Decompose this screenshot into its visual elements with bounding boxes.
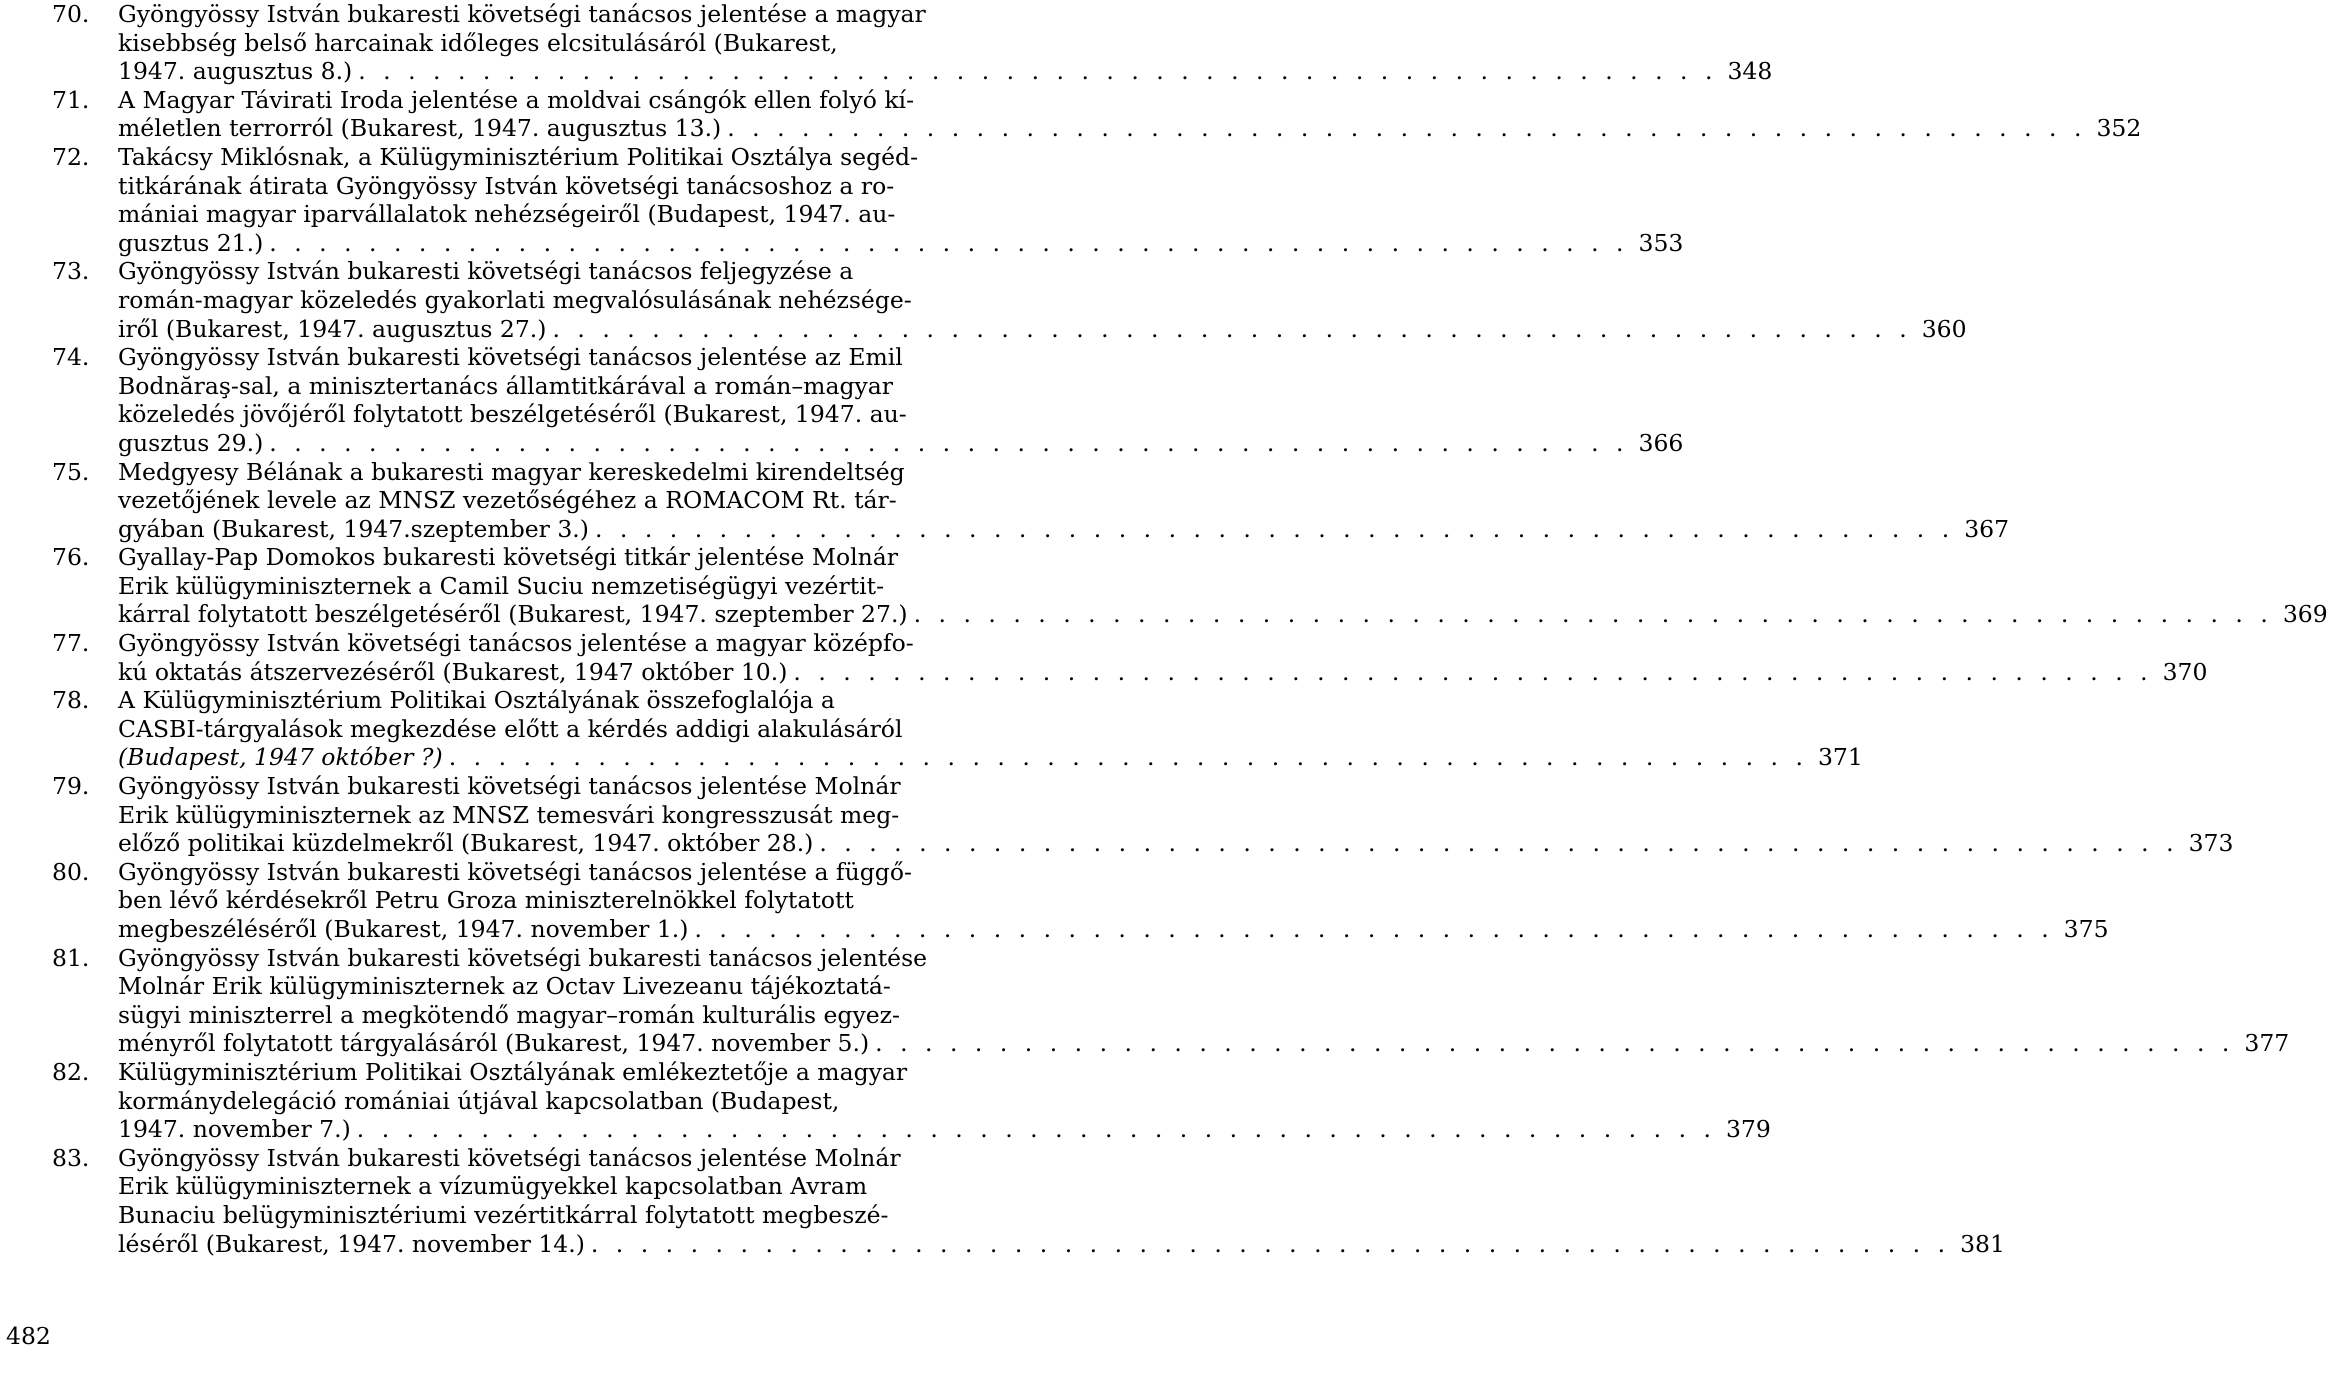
entry-line bbox=[52, 600, 2328, 629]
entry-number: 79. bbox=[52, 772, 90, 801]
entry-text: Takácsy Miklósnak, a Külügyminisztérium Politikai Osztálya segéd- bbox=[118, 142, 919, 171]
entry-page: 360 bbox=[1921, 314, 1967, 343]
toc-entry bbox=[52, 629, 2208, 686]
entry-text: kisebbség belső harcainak időleges elcsitulásáról (Bukarest, bbox=[118, 28, 838, 57]
dot-leader bbox=[869, 1029, 2234, 1058]
dot-leader bbox=[443, 743, 1808, 772]
dot-leader bbox=[351, 1115, 1716, 1144]
entry-line bbox=[52, 514, 2010, 544]
dot-leader bbox=[352, 57, 1717, 86]
entry-line bbox=[52, 0, 926, 29]
entry-text: Gyöngyössy István bukaresti követségi tanácsos feljegyzése a bbox=[118, 257, 854, 286]
entry-line bbox=[52, 428, 1684, 458]
toc-entry bbox=[52, 686, 1863, 772]
entry-text: Gyöngyössy István bukaresti követségi tanácsos jelentése Molnár bbox=[118, 772, 901, 801]
entry-line bbox=[52, 85, 915, 115]
entry-number: 82. bbox=[52, 1057, 90, 1086]
entry-line bbox=[52, 886, 892, 915]
entry-line bbox=[52, 657, 2208, 687]
table-of-contents bbox=[52, 0, 2328, 1258]
entry-line bbox=[52, 915, 2109, 944]
entry-text: megbeszéléséről (Bukarest, 1947. november 1.) bbox=[118, 915, 689, 943]
entry-line bbox=[52, 228, 1684, 258]
entry-line bbox=[52, 543, 899, 572]
entry-text: Külügyminisztérium Politikai Osztályának emlékeztetője a magyar bbox=[118, 1057, 908, 1086]
entry-line bbox=[52, 285, 912, 315]
toc-entry bbox=[52, 1143, 2005, 1258]
entry-page: 370 bbox=[2162, 657, 2208, 686]
entry-line bbox=[52, 29, 892, 58]
entry-text: Erik külügyminiszternek az MNSZ temesvári kongresszusát meg- bbox=[118, 800, 900, 829]
entry-line bbox=[52, 457, 905, 487]
toc-entry bbox=[52, 943, 2290, 1058]
entry-number: 74. bbox=[52, 343, 90, 372]
dot-leader bbox=[721, 114, 2086, 143]
toc-entry bbox=[52, 543, 2328, 629]
entry-text: Molnár Erik külügyminiszternek az Octav Livezeanu tájékoztatá- bbox=[118, 972, 891, 1001]
entry-text: gusztus 21.) bbox=[118, 228, 264, 257]
entry-text: ményről folytatott tárgyalásáról (Bukarest, 1947. november 5.) bbox=[118, 1029, 870, 1058]
entry-line bbox=[52, 1029, 2290, 1058]
entry-text: Erik külügyminiszternek a Camil Suciu nemzetiségügyi vezértit- bbox=[118, 571, 885, 600]
entry-text: Gyöngyössy István bukaresti követségi tanácsos jelentése a függő- bbox=[118, 857, 912, 886]
entry-page: 381 bbox=[1960, 1229, 2005, 1258]
entry-page: 371 bbox=[1817, 743, 1863, 772]
entry-line bbox=[52, 114, 2142, 143]
entry-line bbox=[52, 314, 1967, 344]
entry-text: gusztus 29.) bbox=[118, 428, 264, 457]
entry-text: 1947. november 7.) bbox=[118, 1115, 351, 1144]
entry-text: Gyöngyössy István bukaresti követségi tanácsos jelentése Molnár bbox=[118, 1143, 901, 1172]
entry-page: 375 bbox=[2063, 915, 2109, 943]
entry-text: előző politikai küzdelmekről (Bukarest, 1947. október 28.) bbox=[118, 829, 814, 858]
dot-leader bbox=[688, 915, 2053, 944]
entry-page: 353 bbox=[1638, 228, 1684, 257]
entry-number: 77. bbox=[52, 629, 90, 658]
entry-line bbox=[52, 857, 912, 887]
entry-number: 75. bbox=[52, 457, 90, 486]
entry-text: Gyöngyössy István követségi tanácsos jelentése a magyar középfo- bbox=[118, 629, 914, 658]
dot-leader bbox=[589, 515, 1954, 544]
dot-leader bbox=[263, 229, 1628, 258]
entry-page: 366 bbox=[1638, 428, 1684, 457]
entry-line bbox=[52, 1229, 2005, 1259]
entry-line bbox=[52, 714, 903, 744]
toc-entry bbox=[52, 257, 1967, 343]
toc-entry bbox=[52, 857, 2109, 944]
entry-line bbox=[52, 486, 897, 515]
entry-page: 369 bbox=[2282, 600, 2328, 629]
entry-line bbox=[52, 257, 892, 286]
entry-line bbox=[52, 629, 914, 658]
entry-number: 71. bbox=[52, 85, 90, 114]
entry-page: 379 bbox=[1725, 1115, 1771, 1144]
entry-line bbox=[52, 572, 892, 601]
dot-leader bbox=[585, 1230, 1950, 1259]
entry-line bbox=[52, 343, 903, 372]
entry-number: 80. bbox=[52, 857, 90, 886]
entry-page: 352 bbox=[2096, 114, 2142, 143]
entry-text: 1947. augusztus 8.) bbox=[118, 57, 353, 86]
entry-number: 73. bbox=[52, 257, 90, 286]
entry-line bbox=[52, 829, 2234, 858]
entry-number: 83. bbox=[52, 1143, 90, 1172]
toc-entry bbox=[52, 85, 2142, 143]
entry-line bbox=[52, 400, 907, 429]
entry-text: Gyöngyössy István bukaresti követségi bukaresti tanácsos jelentése bbox=[118, 943, 928, 972]
entry-text: Gyallay-Pap Domokos bukaresti követségi titkár jelentése Molnár bbox=[118, 543, 899, 572]
entry-page: 367 bbox=[1964, 514, 2010, 543]
dot-leader bbox=[787, 658, 2152, 687]
entry-text: közeledés jövőjéről folytatott beszélgetéséről (Bukarest, 1947. au- bbox=[118, 400, 907, 429]
dot-leader bbox=[908, 600, 2273, 629]
entry-line bbox=[52, 142, 919, 172]
entry-line bbox=[52, 772, 901, 801]
entry-number: 72. bbox=[52, 142, 90, 171]
entry-text: Medgyesy Bélának a bukaresti magyar kereskedelmi kirendeltség bbox=[118, 457, 905, 486]
entry-text: CASBI-tárgyalások megkezdése előtt a kérdés addigi alakulásáról bbox=[118, 714, 903, 743]
toc-entry bbox=[52, 457, 2010, 544]
toc-entry bbox=[52, 142, 1684, 257]
entry-text: titkárának átirata Gyöngyössy István követségi tanácsoshoz a ro- bbox=[118, 171, 895, 200]
entry-line bbox=[52, 200, 896, 229]
entry-text: román-magyar közeledés gyakorlati megvalósulásának nehézsége- bbox=[118, 285, 912, 314]
dot-leader bbox=[546, 315, 1911, 344]
entry-line bbox=[52, 1057, 908, 1087]
entry-line bbox=[52, 686, 892, 715]
entry-text: mániai magyar iparvállalatok nehézségeiről (Budapest, 1947. au- bbox=[118, 200, 896, 229]
page-number: 482 bbox=[6, 1322, 51, 1350]
entry-line bbox=[52, 1172, 892, 1201]
entry-text: kárral folytatott beszélgetéséről (Bukarest, 1947. szeptember 27.) bbox=[118, 600, 908, 629]
dot-leader bbox=[263, 429, 1628, 458]
entry-line bbox=[52, 972, 892, 1001]
dot-leader bbox=[813, 829, 2178, 858]
entry-number: 81. bbox=[52, 943, 90, 972]
entry-text: Bodnăraş-sal, a minisztertanács államtitkárával a román–magyar bbox=[118, 371, 894, 400]
entry-text: méletlen terrorról (Bukarest, 1947. augusztus 13.) bbox=[118, 114, 722, 143]
entry-text: ben lévő kérdésekről Petru Groza miniszterelnökkel folytatott bbox=[118, 886, 854, 915]
entry-text: A Külügyminisztérium Politikai Osztályának összefoglalója a bbox=[118, 686, 835, 715]
toc-entry bbox=[52, 1057, 1771, 1144]
entry-line bbox=[52, 743, 1863, 772]
entry-text: gyában (Bukarest, 1947.szeptember 3.) bbox=[118, 514, 589, 543]
entry-line bbox=[52, 1087, 892, 1116]
entry-page: 373 bbox=[2188, 829, 2234, 858]
entry-line bbox=[52, 1000, 900, 1030]
toc-entry bbox=[52, 343, 1684, 457]
entry-number: 78. bbox=[52, 686, 90, 715]
entry-text: kú oktatás átszervezéséről (Bukarest, 1947 október 10.) bbox=[118, 657, 788, 686]
entry-number: 76. bbox=[52, 543, 90, 572]
entry-page: 348 bbox=[1727, 57, 1773, 86]
entry-line bbox=[52, 57, 1773, 86]
entry-number: 70. bbox=[52, 0, 90, 28]
entry-text: Gyöngyössy István bukaresti követségi tanácsos jelentése a magyar bbox=[118, 0, 926, 28]
entry-text: Gyöngyössy István bukaresti követségi tanácsos jelentése az Emil bbox=[118, 343, 903, 372]
entry-line bbox=[52, 171, 895, 201]
entry-line bbox=[52, 1201, 892, 1230]
entry-line bbox=[52, 800, 900, 830]
entry-text: iről (Bukarest, 1947. augusztus 27.) bbox=[118, 314, 547, 343]
entry-text: vezetőjének levele az MNSZ vezetőségéhez a ROMACOM Rt. tár- bbox=[118, 486, 897, 515]
entry-text: kormánydelegáció romániai útjával kapcsolatban (Budapest, bbox=[118, 1086, 840, 1115]
entry-line bbox=[52, 943, 928, 973]
entry-text: Erik külügyminiszternek a vízumügyekkel kapcsolatban Avram bbox=[118, 1172, 868, 1201]
entry-line bbox=[52, 372, 892, 401]
entry-text: léséről (Bukarest, 1947. november 14.) bbox=[118, 1229, 585, 1258]
entry-text: sügyi miniszterrel a megkötendő magyar–román kulturális egyez- bbox=[118, 1000, 900, 1029]
entry-line bbox=[52, 1143, 901, 1173]
entry-text: Bunaciu belügyminisztériumi vezértitkárral folytatott megbeszé- bbox=[118, 1200, 889, 1229]
toc-entry bbox=[52, 772, 2234, 858]
entry-line bbox=[52, 1115, 1771, 1144]
entry-page: 377 bbox=[2244, 1029, 2290, 1058]
entry-text: (Budapest, 1947 október ?) bbox=[118, 743, 443, 772]
entry-text: A Magyar Távirati Iroda jelentése a moldvai csángók ellen folyó kí- bbox=[118, 85, 915, 114]
toc-entry bbox=[52, 0, 1773, 86]
